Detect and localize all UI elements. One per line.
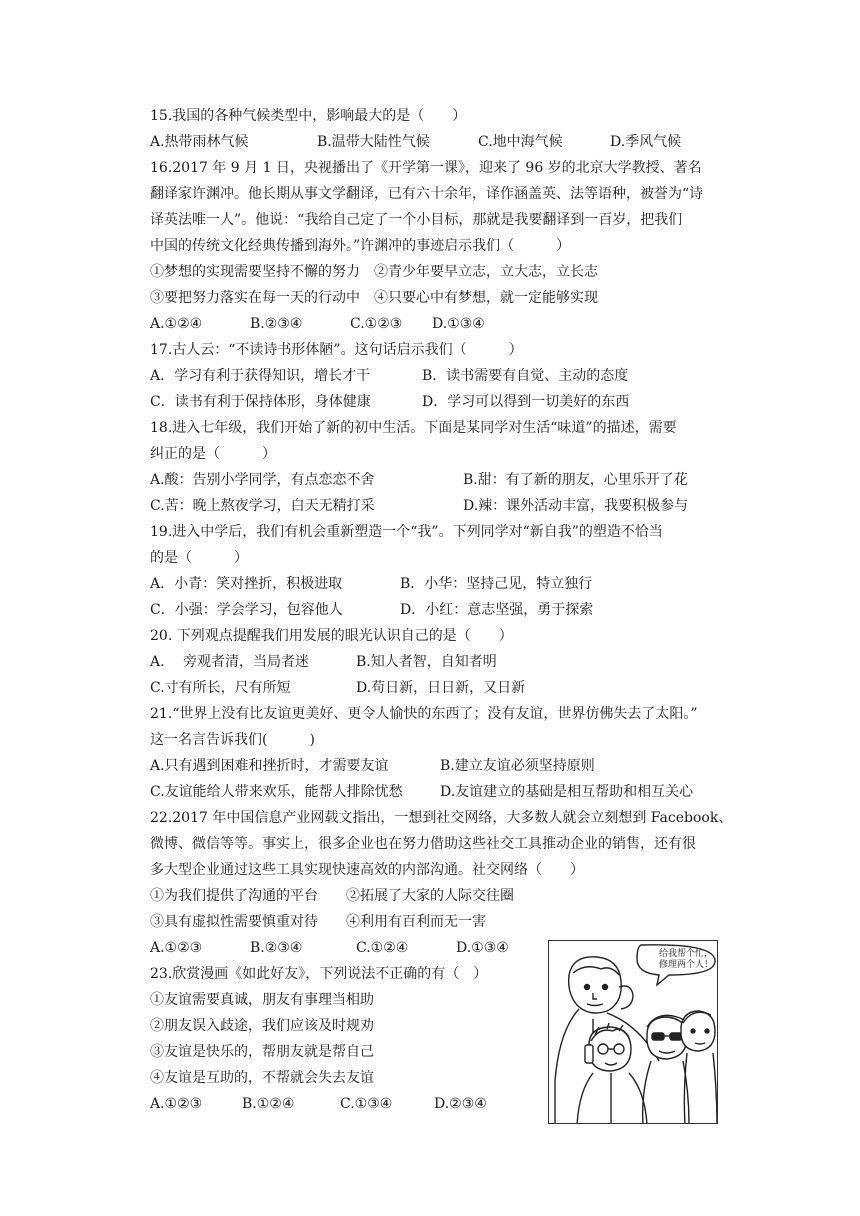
option-b: B.知人者智，自知者明 (356, 654, 497, 670)
option-b: B.②③④ (250, 940, 303, 956)
option-d: D.友谊建立的基础是相互帮助和相互关心 (440, 784, 694, 800)
option-b: B.①②④ (242, 1096, 295, 1112)
option-c: C.地中海气候 (478, 134, 563, 150)
question-21-stem-line2: 这一名言告诉我们( ) (150, 732, 315, 748)
option-c: C.苦：晚上熬夜学习，白天无精打采 (150, 498, 375, 514)
question-16-stem-line2: 翻译家许渊冲。他长期从事文学翻译，已有六十余年，译作涵盖英、法等语种，被誉为“诗 (150, 186, 704, 202)
option-b: B.甜：有了新的朋友，心里乐开了花 (463, 472, 688, 488)
option-a: A. 旁观者清，当局者迷 (150, 654, 310, 670)
option-a: A.①②③ (150, 1096, 203, 1112)
option-c: C．小强：学会学习，包容他人 (150, 602, 343, 618)
option-a: A.热带雨林气候 (150, 134, 249, 150)
question-16-statements-1: ①梦想的实现需要坚持不懈的努力 ②青少年要早立志，立大志，立长志 (150, 264, 598, 280)
question-23-statement-2: ②朋友误入歧途，我们应该及时规劝 (150, 1018, 374, 1034)
option-a: A．学习有利于获得知识，增长才干 (150, 368, 371, 384)
right-man-figure (681, 1011, 717, 1124)
option-c: C.友谊能给人带来欢乐，能帮人排除忧愁 (150, 784, 403, 800)
question-16-stem-line1: 16.2017 年 9 月 1 日，央视播出了《开学第一课》，迎来了 96 岁的北京大学教授、著名 (150, 160, 702, 176)
question-22-statements-1: ①为我们提供了沟通的平台 ②拓展了大家的人际交往圈 (150, 888, 514, 904)
question-21-stem-line1: 21.“世界上没有比友谊更美好、更令人愉快的东西了；没有友谊，世界仿佛失去了太阳。” (150, 706, 698, 722)
question-20-stem: 20. 下列观点提醒我们用发展的眼光认识自己的是（ ） (150, 628, 513, 644)
option-b: B.温带大陆性气候 (317, 134, 430, 150)
bubble-line-2: 修理两个人！ (658, 960, 713, 970)
question-19-stem-line1: 19.进入中学后，我们有机会重新塑造一个“我”。下列同学对“新自我”的塑造不恰当 (150, 524, 663, 540)
question-18-stem-line1: 18.进入七年级，我们开始了新的初中生活。下面是某同学对生活“味道”的描述，需要 (150, 420, 677, 436)
option-d: D．小红：意志坚强，勇于探索 (400, 602, 594, 618)
cartoon-illustration (548, 940, 718, 1124)
option-c: C.①②④ (356, 940, 409, 956)
question-17-stem: 17.古人云：“不读诗书形体陋”。这句话启示我们（ ） (150, 342, 523, 358)
option-b: B．读书需要有自觉、主动的态度 (422, 368, 629, 384)
option-d: D.季风气候 (610, 134, 682, 150)
option-d: D.①③④ (432, 316, 485, 332)
option-c: C.寸有所长，尺有所短 (150, 680, 291, 696)
option-d: D.②③④ (434, 1096, 487, 1112)
option-c: C．读书有利于保持体形，身体健康 (150, 394, 371, 410)
option-d: D．学习可以得到一切美好的东西 (422, 394, 630, 410)
option-b: B.②③④ (250, 316, 303, 332)
option-a: A.①②④ (150, 316, 203, 332)
question-22-statements-2: ③具有虚拟性需要慎重对待 ④利用有百利而无一害 (150, 914, 486, 930)
bubble-line-1: 给我帮个忙， (658, 949, 713, 959)
option-c: C.①③④ (340, 1096, 393, 1112)
option-b: B．小华：坚持己见，特立独行 (400, 576, 593, 592)
question-23-statement-4: ④友谊是互助的，不帮就会失去友谊 (150, 1070, 374, 1086)
question-23-statement-1: ①友谊需要真诚，朋友有事理当相助 (150, 992, 374, 1008)
question-22-stem-line1: 22.2017 年中国信息产业网载文指出，一想到社交网络，大多数人就会立刻想到 Facebook、 (150, 810, 733, 826)
question-15-stem: 15.我国的各种气候类型中，影响最大的是（ ） (150, 108, 467, 124)
question-16-stem-line3: 译英法唯一人”。他说：“我给自己定了一个小目标，那就是我要翻译到一百岁，把我们 (150, 212, 683, 228)
question-22-stem-line2: 微博、微信等等。事实上，很多企业也在努力借助这些社交工具推动企业的销售，还有很 (150, 836, 696, 852)
cartoon-speech-bubble (659, 949, 713, 971)
option-c: C.①②③ (350, 316, 403, 332)
option-d: D.①③④ (456, 940, 509, 956)
question-19-stem-line2: 的是（ ） (150, 550, 248, 566)
option-d: D.辣：课外活动丰富，我要积极参与 (463, 498, 689, 514)
question-18-stem-line2: 纠正的是（ ） (150, 446, 276, 462)
question-23-stem: 23.欣赏漫画《如此好友》，下列说法不正确的有（ ） (150, 966, 488, 982)
question-16-statements-2: ③要把努力落实在每一天的行动中 ④只要心中有梦想，就一定能够实现 (150, 290, 598, 306)
option-d: D.苟日新，日日新，又日新 (356, 680, 526, 696)
left-boy-figure (577, 1023, 647, 1124)
question-23-statement-3: ③友谊是快乐的，帮朋友就是帮自己 (150, 1044, 374, 1060)
question-16-stem-line4: 中国的传统文化经典传播到海外。”许渊冲的事迹启示我们（ ） (150, 238, 571, 254)
option-a: A.酸：告别小学同学，有点恋恋不舍 (150, 472, 375, 488)
option-a: A．小青：笑对挫折，积极进取 (150, 576, 343, 592)
option-a: A.只有遇到困难和挫折时，才需要友谊 (150, 758, 389, 774)
option-a: A.①②③ (150, 940, 203, 956)
option-b: B.建立友谊必须坚持原则 (440, 758, 595, 774)
question-22-stem-line3: 多大型企业通过这些工具实现快速高效的内部沟通。社交网络（ ） (150, 862, 584, 878)
